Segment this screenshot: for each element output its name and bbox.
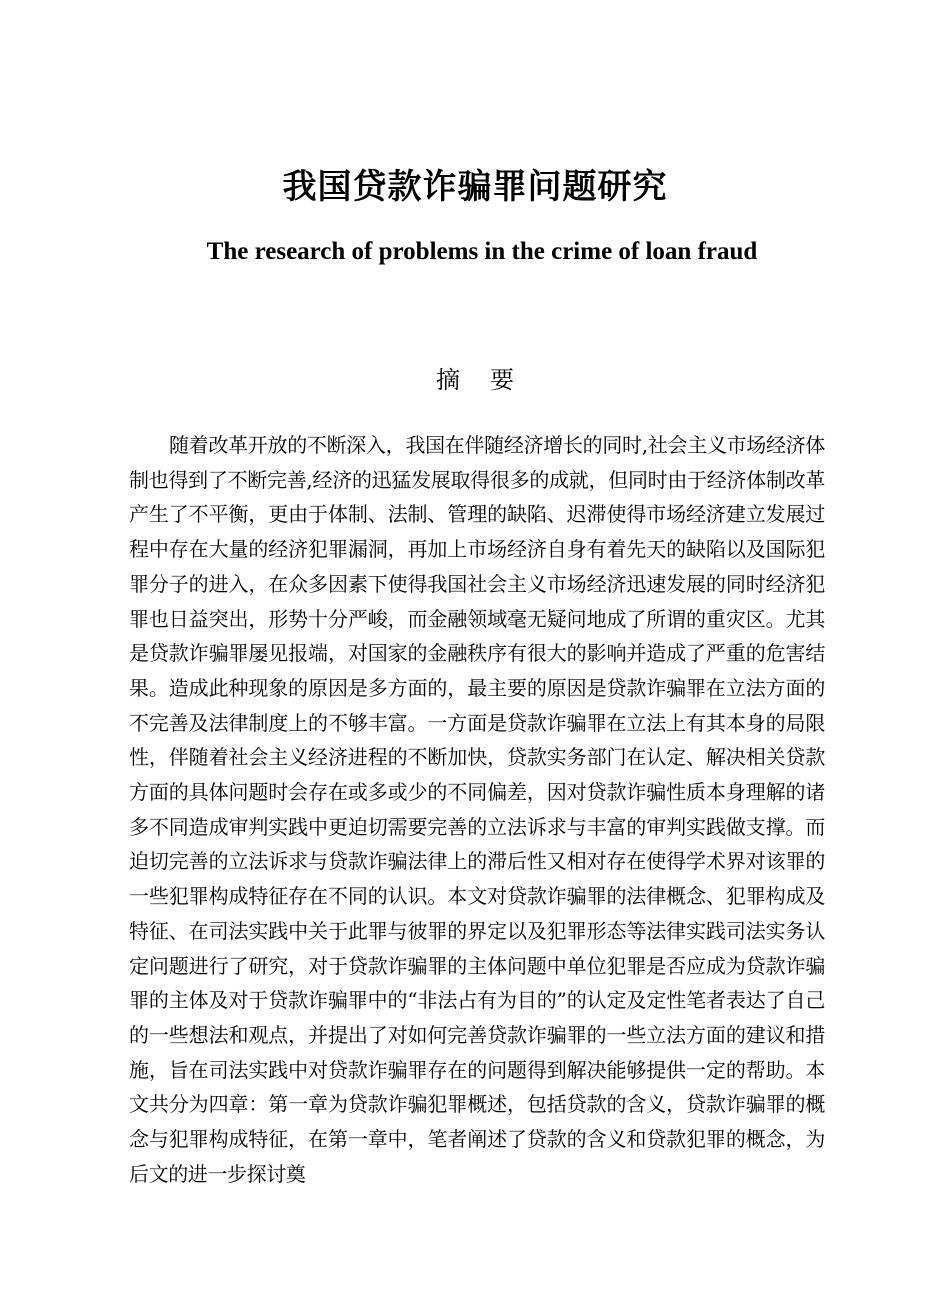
- abstract-heading-char-2: 要: [490, 366, 514, 394]
- abstract-paragraph: 随着改革开放的不断深入，我国在伴随经济增长的同时,社会主义市场经济体制也得到了不断完善,经济的迅猛发展取得很多的成就，但同时由于经济体制改革产生了不平衡，更由于体制、法制、管理的缺陷、迟滞使得市场经济建立发展过程中存在大量的经济犯罪漏洞，再加上市场经济自身有着先天的缺陷以及国际犯罪分子的进入，在众多因素下使得我国社会主义市场经济迅速发展的同时经济犯罪也日益突出，形势十分严峻，而金融领域毫无疑问地成了所谓的重灾区。尤其是贷款诈骗罪屡见报端，对国家的金融秩序有很大的影响并造成了严重的危害结果。造成此种现象的原因是多方面的，最主要的原因是贷款诈骗罪在立法方面的不完善及法律制度上的不够丰富。一方面是贷款诈骗罪在立法上有其本身的局限性，伴随着社会主义经济进程的不断加快，贷款实务部门在认定、解决相关贷款方面的具体问题时会存在或多或少的不同偏差，因对贷款诈骗性质本身理解的诸多不同造成审判实践中更迫切需要完善的立法诉求与丰富的审判实践做支撑。而迫切完善的立法诉求与贷款诈骗法律上的滞后性又相对存在使得学术界对该罪的一些犯罪构成特征存在不同的认识。本文对贷款诈骗罪的法律概念、犯罪构成及特征、在司法实践中关于此罪与彼罪的界定以及犯罪形态等法律实践司法实务认定问题进行了研究，对于贷款诈骗罪的主体问题中单位犯罪是否应成为贷款诈骗罪的主体及对于贷款诈骗罪中的“非法占有为目的”的认定及定性笔者表达了自己的一些想法和观点，并提出了对如何完善贷款诈骗罪的一些立法方面的建议和措施，旨在司法实践中对贷款诈骗罪存在的问题得到解决能够提供一定的帮助。本文共分为四章：第一章为贷款诈骗犯罪概述，包括贷款的含义，贷款诈骗罪的概念与犯罪构成特征，在第一章中，笔者阐述了贷款的含义和贷款犯罪的概念，为后文的进一步探讨奠: [129, 433, 825, 1186]
- abstract-heading-char-1: 摘: [436, 366, 460, 394]
- abstract-heading: [0, 364, 950, 396]
- document-title-english: The research of problems in the crime of loan fraud: [206, 238, 758, 265]
- document-title-chinese: 我国贷款诈骗罪问题研究: [282, 167, 668, 207]
